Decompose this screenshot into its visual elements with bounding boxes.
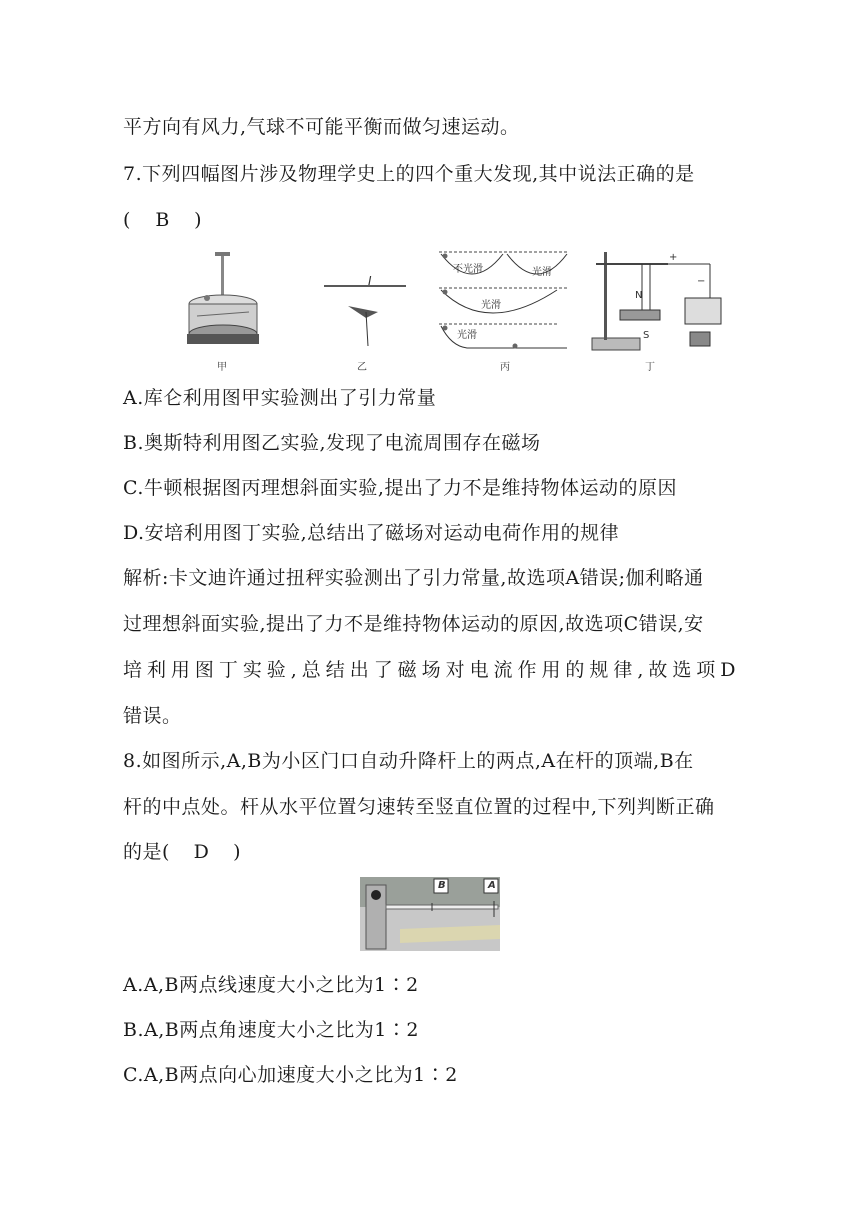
figure-ding-n-label: N	[635, 290, 643, 301]
figure-ding-s-label: S	[643, 330, 650, 341]
figure-ding-minus-label: −	[697, 276, 706, 287]
paren-close: )	[194, 209, 203, 231]
figure-yi-current-label: I	[368, 274, 372, 288]
question-8-stem-line-2: 杆的中点处。杆从水平位置匀速转至竖直位置的过程中,下列判断正确	[123, 796, 715, 818]
figure-bing-label-1: 不光滑	[453, 264, 483, 275]
paren-close: )	[233, 841, 242, 863]
question-8-option-a: A.A,B两点线速度大小之比为1∶2	[123, 974, 419, 996]
question-7-analysis-line-3: 培利用图丁实验,总结出了磁场对电流作用的规律,故选项D	[123, 659, 736, 681]
barrier-gate-illustration	[360, 877, 500, 951]
question-7-option-a: A.库仑利用图甲实验测出了引力常量	[123, 387, 437, 409]
previous-answer-text: 平方向有风力,气球不可能平衡而做匀速运动。	[123, 116, 520, 138]
question-7-figures	[185, 246, 730, 374]
question-7-stem: 7.下列四幅图片涉及物理学史上的四个重大发现,其中说法正确的是	[123, 163, 695, 185]
question-7-analysis-line-1: 解析:卡文迪许通过扭秤实验测出了引力常量,故选项A错误;伽利略通	[123, 567, 704, 589]
figure-bing-caption: 丙	[500, 362, 510, 373]
question-8-stem-end: 的是(	[123, 841, 170, 863]
figure-bing-label-3: 光滑	[481, 300, 501, 311]
question-8-option-c: C.A,B两点向心加速度大小之比为1∶2	[123, 1064, 458, 1086]
figure-yi-oersted	[320, 246, 410, 356]
figure-yi-caption: 乙	[357, 362, 367, 373]
question-8-answer: D	[193, 841, 210, 863]
question-7-answer: B	[155, 209, 170, 231]
question-7-option-c: C.牛顿根据图丙理想斜面实验,提出了力不是维持物体运动的原因	[123, 477, 677, 499]
point-a-label: A	[488, 880, 496, 891]
figure-ding-ampere	[590, 246, 730, 356]
question-8-option-b: B.A,B两点角速度大小之比为1∶2	[123, 1019, 419, 1041]
question-7-analysis-line-2: 过理想斜面实验,提出了力不是维持物体运动的原因,故选项C错误,安	[123, 613, 704, 635]
figure-ding-plus-label: +	[669, 252, 678, 263]
figure-jia-apparatus	[185, 246, 265, 356]
question-7-option-d: D.安培利用图丁实验,总结出了磁场对运动电荷作用的规律	[123, 522, 620, 544]
question-7-analysis-line-4: 错误。	[123, 705, 182, 727]
paren-open: (	[123, 209, 131, 231]
figure-bing-label-2: 光滑	[532, 267, 552, 278]
question-8-answer-line	[123, 840, 241, 864]
point-b-label: B	[438, 880, 446, 891]
question-7-option-b: B.奥斯特利用图乙实验,发现了电流周围存在磁场	[123, 432, 541, 454]
figure-ding-caption: 丁	[645, 362, 655, 373]
question-8-stem-line-1: 8.如图所示,A,B为小区门口自动升降杆上的两点,A在杆的顶端,B在	[123, 750, 694, 772]
figure-jia-caption: 甲	[217, 362, 227, 373]
figure-bing-label-4: 光滑	[457, 330, 477, 341]
question-7-answer-line	[123, 208, 202, 232]
question-8-barrier-photo	[360, 877, 500, 951]
